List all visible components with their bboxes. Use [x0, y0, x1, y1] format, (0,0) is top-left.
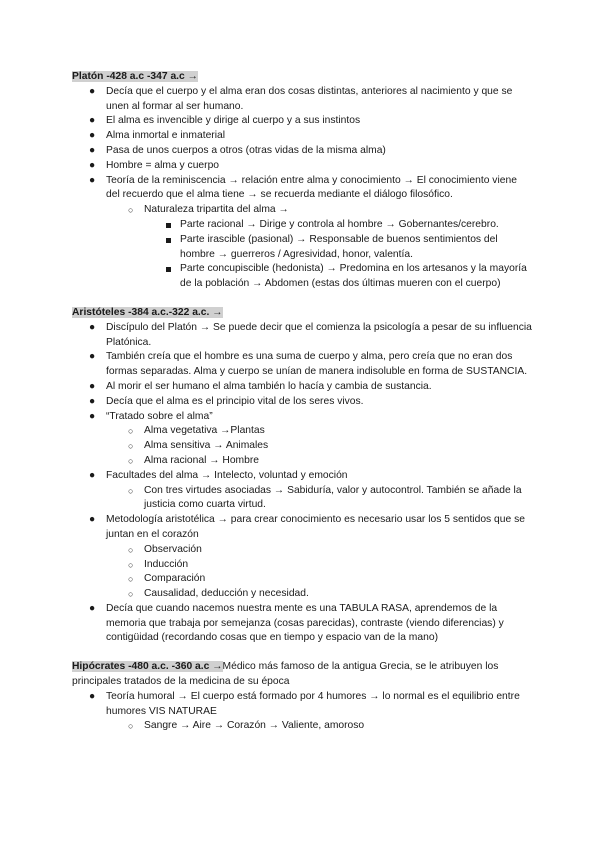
spacer — [72, 292, 532, 306]
bullet-icon: ● — [89, 351, 96, 363]
list-item: ● Decía que cuando nacemos nuestra mente es una TABULA RASA, aprendemos de la memoria que trabaja por semejanza (cosas parecidas), contraste (viendo diferencias) y contigüidad (recordando cosas que en tiempo y espacio van de la mano) — [89, 602, 504, 644]
bullet-icon: ● — [89, 469, 96, 481]
list-item: ○ Causalidad, deducción y necesidad. — [72, 587, 532, 602]
list-item: ● Decía que el alma es el principio vital de los seres vivos. — [72, 395, 532, 410]
list-item: ● Al morir el ser humano el alma también lo hacía y cambia de sustancia. — [72, 380, 532, 395]
list-item: ● Alma inmortal e inmaterial — [72, 129, 532, 144]
list-item: Parte irascible (pasional) → Responsable de buenos sentimientos del hombre → guerreros / Agresividad, honor, valentía. — [72, 233, 532, 263]
list-item: ○ Sangre → Aire → Corazón → Valiente, amoroso — [72, 719, 532, 734]
list-item: ● Discípulo del Platón → Se puede decir que el comienza la psicología a pesar de su influencia Platónica. — [89, 321, 532, 348]
hipocrates-heading: Hipócrates -480 a.c. -360 a.c → — [72, 661, 223, 673]
list-item: ● También creía que el hombre es una suma de cuerpo y alma, pero creía que no eran dos formas separadas. Alma y cuerpo se unían de manera indisoluble en forma de SUSTANCIA. — [89, 351, 528, 378]
aristoteles-heading: Aristóteles -384 a.c.-322 a.c. → — [72, 306, 223, 318]
list-item: ● Hombre = alma y cuerpo — [72, 159, 532, 174]
list-item: ● Teoría humoral → El cuerpo está formado por 4 humores → lo normal es el equilibrio entre humores VIS NATURAE — [89, 690, 520, 717]
circle-bullet-icon: ○ — [128, 441, 134, 452]
bullet-icon: ● — [89, 321, 96, 333]
list-item: ● “Tratado sobre el alma” — [72, 410, 532, 425]
circle-bullet-icon: ○ — [128, 485, 134, 496]
bullet-icon: ● — [89, 602, 96, 614]
list-item: ● Pasa de unos cuerpos a otros (otras vidas de la misma alma) — [72, 144, 532, 159]
list-item: ○ Observación — [72, 543, 532, 558]
circle-bullet-icon: ○ — [128, 589, 134, 600]
spacer — [72, 646, 532, 660]
list-item: Parte racional → Dirige y controla al hombre → Gobernantes/cerebro. — [72, 218, 532, 233]
list-item: ○ Comparación — [72, 572, 532, 587]
bullet-icon: ● — [89, 130, 96, 142]
platon-list — [72, 85, 532, 292]
list-item: ○ Naturaleza tripartita del alma → — [72, 203, 532, 218]
bullet-icon: ● — [89, 144, 96, 156]
section-platon — [72, 70, 532, 85]
section-aristoteles — [72, 306, 532, 321]
list-item: Parte concupiscible (hedonista) → Predomina en los artesanos y la mayoría de la población → Abdomen (estas dos últimas mueren con el cuerpo) — [72, 262, 532, 292]
list-item: ● Metodología aristotélica → para crear conocimiento es necesario usar los 5 sentidos que se juntan en el corazón — [89, 514, 525, 540]
bullet-icon: ● — [89, 380, 96, 392]
bullet-icon: ● — [89, 395, 96, 407]
bullet-icon: ● — [89, 690, 96, 702]
list-item: ○ Alma racional → Hombre — [72, 454, 532, 469]
bullet-icon: ● — [89, 514, 96, 526]
bullet-icon: ● — [89, 115, 96, 127]
circle-bullet-icon: ○ — [128, 205, 134, 216]
bullet-icon: ● — [89, 159, 96, 171]
circle-bullet-icon: ○ — [128, 426, 134, 437]
list-item: ● El alma es invencible y dirige al cuerpo y a sus instintos — [72, 114, 532, 129]
circle-bullet-icon: ○ — [128, 559, 134, 570]
hipocrates-list — [72, 690, 532, 734]
square-bullet-icon — [166, 223, 171, 228]
circle-bullet-icon: ○ — [128, 455, 134, 466]
section-hipocrates — [72, 660, 532, 690]
document-content — [72, 70, 532, 734]
circle-bullet-icon: ○ — [128, 544, 134, 555]
list-item: ● Teoría de la reminiscencia → relación entre alma y conocimiento → El conocimiento viene del recuerdo que el alma tiene → se recuerda mediante el diálogo filosófico. — [89, 174, 517, 201]
bullet-icon: ● — [89, 410, 96, 422]
square-bullet-icon — [166, 238, 171, 243]
aristoteles-list — [72, 321, 532, 647]
hipocrates-intro: Médico más famoso de la antigua Grecia, se le atribuyen los principales tratados de la medicina de su época — [72, 661, 499, 688]
list-item: ● Facultades del alma → Intelecto, voluntad y emoción — [72, 469, 532, 484]
circle-bullet-icon: ○ — [128, 574, 134, 585]
circle-bullet-icon: ○ — [128, 721, 134, 732]
list-item: ● Decía que el cuerpo y el alma eran dos cosas distintas, anteriores al nacimiento y que se unen al formar al ser humano. — [89, 85, 513, 112]
list-item: ○ Alma vegetativa →Plantas — [72, 424, 532, 439]
bullet-icon: ● — [89, 85, 96, 97]
list-item: ○ Alma sensitiva → Animales — [72, 439, 532, 454]
list-item: ○ Con tres virtudes asociadas → Sabiduría, valor y autocontrol. También se añade la justicia como cuarta virtud. — [128, 484, 522, 511]
list-item: ○ Inducción — [72, 558, 532, 573]
bullet-icon: ● — [89, 174, 96, 186]
square-bullet-icon — [166, 267, 171, 272]
platon-heading: Platón -428 a.c -347 a.c → — [72, 71, 198, 82]
